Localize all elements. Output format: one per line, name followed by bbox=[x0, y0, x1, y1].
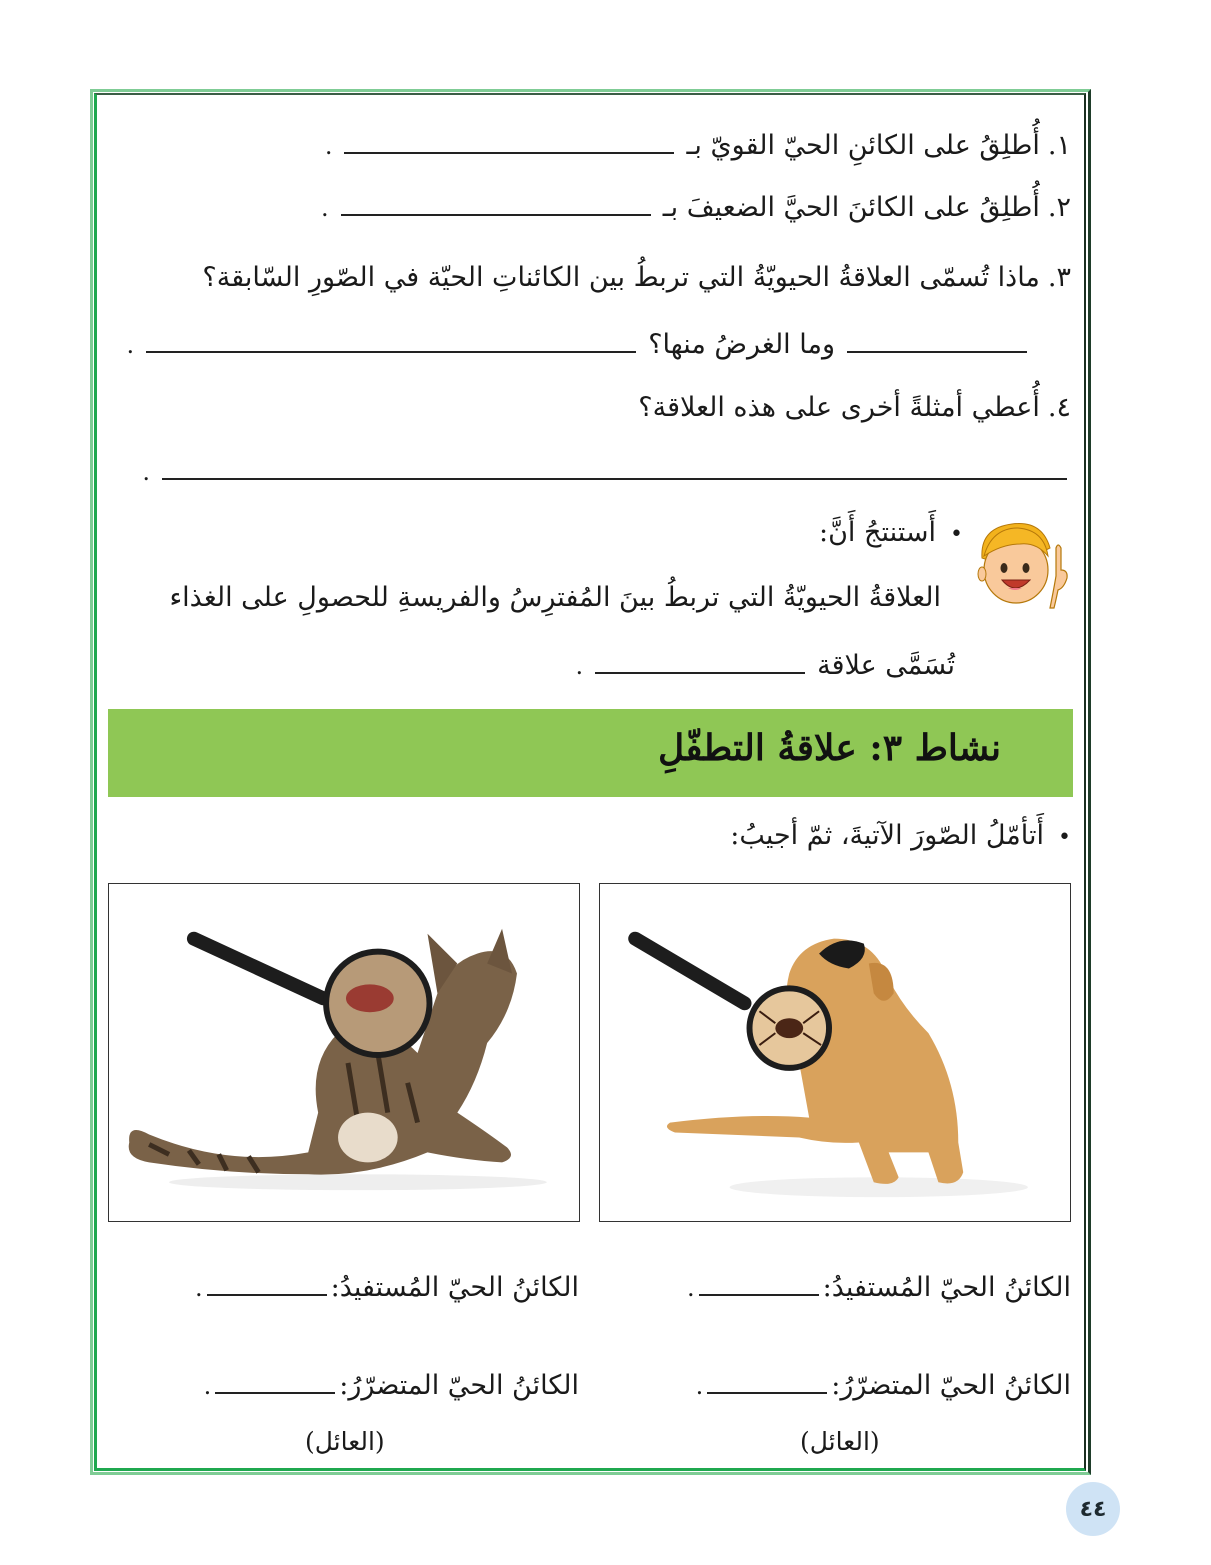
conclusion-body-text: العلاقةُ الحيويّةُ التي تربطُ بينَ المُفترِسُ والفريسةِ للحصولِ على الغذاء bbox=[169, 582, 941, 613]
period: . bbox=[321, 194, 329, 222]
question-text: ماذا تُسمّى العلاقةُ الحيويّةُ التي تربطُ بين الكائناتِ الحيّة في الصّورِ السّابقة؟ bbox=[202, 262, 1040, 293]
question-number: ٢. bbox=[1047, 192, 1071, 223]
bullet-icon: • bbox=[1058, 825, 1071, 850]
period: . bbox=[194, 1274, 203, 1302]
period: . bbox=[575, 652, 584, 680]
conclusion-heading-text: أَستنتجُ أَنَّ: bbox=[819, 517, 937, 548]
dog-tick-photo bbox=[599, 883, 1071, 1222]
period: . bbox=[203, 1372, 212, 1400]
question-3 bbox=[202, 262, 1071, 293]
question-text: أُطلِقُ على الكائنَ الحيَّ الضعيفَ بـ bbox=[662, 192, 1040, 223]
cat-flea-photo bbox=[108, 883, 580, 1222]
answer-blank[interactable] bbox=[146, 350, 636, 353]
cat-with-magnifier-icon bbox=[109, 884, 579, 1221]
question-text: أُعطي أمثلةً أخرى على هذه العلاقة؟ bbox=[638, 392, 1040, 423]
conclusion-heading bbox=[819, 517, 963, 548]
followup-text: وما الغرضُ منها؟ bbox=[648, 329, 835, 360]
answer-blank[interactable] bbox=[344, 151, 674, 154]
page-number-badge bbox=[1066, 1482, 1120, 1536]
harmed-label: الكائنُ الحيّ المتضرّرُ: bbox=[339, 1370, 579, 1401]
period: . bbox=[695, 1372, 704, 1400]
activity-instruction bbox=[730, 820, 1071, 851]
instruction-text: أَتأمّلُ الصّورَ الآتيةَ، ثمّ أجيبُ: bbox=[730, 820, 1045, 851]
harmed-label: الكائنُ الحيّ المتضرّرُ: bbox=[831, 1370, 1071, 1401]
question-4-answer bbox=[142, 458, 1071, 486]
period: . bbox=[142, 458, 150, 486]
question-2 bbox=[321, 192, 1071, 223]
answer-blank[interactable] bbox=[699, 1293, 819, 1296]
answer-blank[interactable] bbox=[707, 1391, 827, 1394]
answer-blank[interactable] bbox=[341, 213, 651, 216]
activity-header-bar bbox=[108, 709, 1073, 797]
harmed-row-cat bbox=[204, 1370, 579, 1401]
harmed-row-dog bbox=[696, 1370, 1071, 1401]
question-number: ٣. bbox=[1047, 262, 1071, 293]
answer-blank[interactable] bbox=[595, 671, 805, 674]
period: . bbox=[686, 1274, 695, 1302]
question-number: ١. bbox=[1047, 130, 1071, 161]
question-3-followup bbox=[127, 329, 1031, 360]
dog-with-magnifier-icon bbox=[600, 884, 1070, 1221]
period: . bbox=[126, 331, 135, 359]
beneficiary-row-cat bbox=[195, 1272, 579, 1303]
answer-blank[interactable] bbox=[207, 1293, 327, 1296]
question-text: أُطلِقُ على الكائنِ الحيّ القويّ بـ bbox=[686, 130, 1040, 161]
question-4 bbox=[638, 392, 1071, 423]
bullet-icon: • bbox=[950, 522, 963, 547]
host-note-dog: (العائل) bbox=[800, 1427, 880, 1456]
conclusion-body bbox=[169, 582, 941, 613]
page-number: ٤٤ bbox=[1079, 1496, 1107, 1522]
boy-mascot-icon bbox=[972, 518, 1070, 610]
question-1 bbox=[325, 130, 1071, 161]
answer-blank[interactable] bbox=[215, 1391, 335, 1394]
activity-title: نشاط ٣: علاقةُ التطفّلِ bbox=[658, 727, 1001, 769]
conclusion-ending bbox=[575, 650, 955, 681]
beneficiary-label: الكائنُ الحيّ المُستفيدُ: bbox=[330, 1272, 579, 1303]
host-note-cat: (العائل) bbox=[305, 1427, 385, 1456]
period: . bbox=[324, 132, 333, 160]
answer-blank[interactable] bbox=[162, 477, 1067, 480]
beneficiary-label: الكائنُ الحيّ المُستفيدُ: bbox=[822, 1272, 1071, 1303]
question-number: ٤. bbox=[1047, 392, 1071, 423]
answer-blank[interactable] bbox=[847, 350, 1027, 353]
beneficiary-row-dog bbox=[687, 1272, 1071, 1303]
conclusion-prefix: تُسَمَّى علاقة bbox=[817, 650, 955, 681]
